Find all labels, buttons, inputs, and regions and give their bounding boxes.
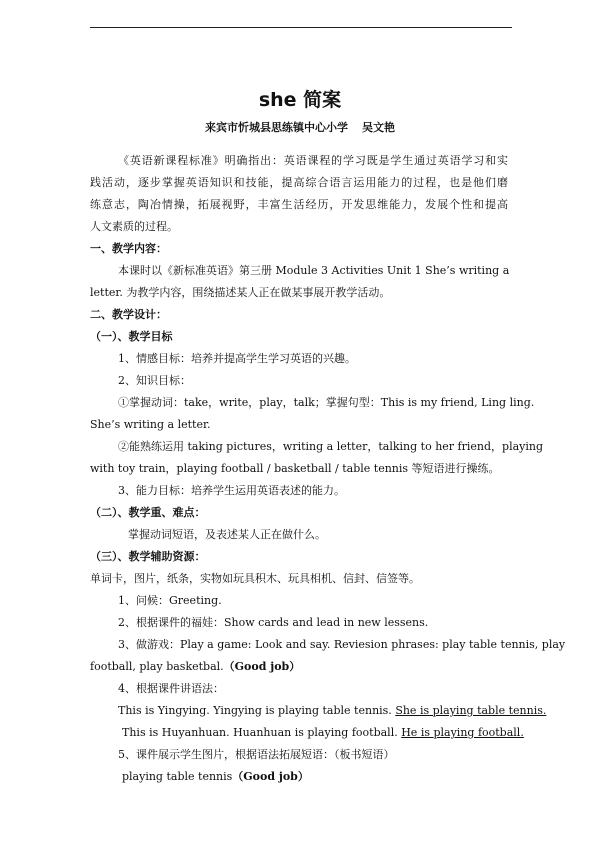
content-line: 本课时以《新标准英语》第三册 Module 3 Activities Unit 1 She’s writing a [118, 264, 510, 277]
step-line: 2、根据课件的福娃：Show cards and lead in new lessens. [118, 616, 429, 629]
goal-detail-line: ②能熟练运用 taking pictures，writing a letter，talking to her friend，playing [118, 440, 544, 453]
example-phrase [122, 769, 309, 785]
example-plain: This is Huyanhuan. Huanhuan is playing football. [122, 726, 398, 739]
intro-line: 《英语新课程标准》明确指出：英语课程的学习既是学生通过英语学习和实 [118, 154, 508, 167]
example-sentence [118, 703, 546, 719]
example-underlined: She is playing table tennis. [395, 704, 547, 717]
author-name: 吴文艳 [362, 121, 395, 134]
step-text: football, play basketbal. [90, 660, 224, 673]
school-name: 来宾市忻城县思练镇中心小学 [205, 121, 348, 134]
example-plain: This is Yingying. Yingying is playing table tennis. [118, 704, 392, 717]
subsection-heading: （三）、教学辅助资源： [90, 550, 206, 563]
praise-text: （Good job） [232, 770, 309, 783]
step-line: 5、课件展示学生图片，根据语法拓展短语：（板书短语） [118, 748, 395, 761]
intro-line: 人文素质的过程。 [90, 220, 178, 233]
goal-detail-line: ①掌握动词：take，write，play，talk；掌握句型：This is my friend, Ling ling. [118, 396, 535, 409]
section-heading: 一、教学内容： [90, 242, 167, 255]
step-line: 1、问候：Greeting. [118, 594, 222, 607]
header-rule [90, 27, 512, 28]
step-line [90, 659, 300, 675]
goal-detail-line: She’s writing a letter. [90, 418, 211, 431]
phrase-text: playing table tennis [122, 770, 233, 783]
page-title: she 简案 [258, 89, 342, 111]
step-line: 3、做游戏：Play a game: Look and say. Reviesion phrases: play table tennis, play [118, 638, 566, 651]
content-line: letter. 为教学内容，围绕描述某人正在做某事展开教学活动。 [90, 286, 391, 299]
intro-line: 练意志，陶冶情操，拓展视野，丰富生活经历，开发思维能力，发展个性和提高 [90, 198, 508, 211]
subsection-heading: （一）、教学目标 [90, 330, 173, 343]
section-heading: 二、教学设计： [90, 308, 167, 321]
praise-text: （Good job） [223, 660, 301, 673]
example-sentence [122, 725, 524, 741]
subsection-heading: （二）、教学重、难点： [90, 506, 206, 519]
example-underlined: He is playing football. [401, 726, 524, 739]
key-points-text: 掌握动词短语，及表述某人正在做什么。 [128, 528, 326, 541]
author-line [0, 120, 600, 136]
goal-item: 2、知识目标： [118, 374, 191, 387]
goal-item: 3、能力目标：培养学生运用英语表述的能力。 [118, 484, 345, 497]
goal-detail-line: with toy train，playing football / basketball / table tennis 等短语进行操练。 [90, 462, 500, 475]
intro-line: 践活动，逐步掌握英语知识和技能，提高综合语言运用能力的过程，也是他们磨 [90, 176, 508, 189]
goal-item: 1、情感目标：培养并提高学生学习英语的兴趣。 [118, 352, 356, 365]
step-line: 4、根据课件讲语法： [118, 682, 224, 695]
resources-text: 单词卡，图片，纸条，实物如玩具积木、玩具相机、信封、信签等。 [90, 572, 420, 585]
